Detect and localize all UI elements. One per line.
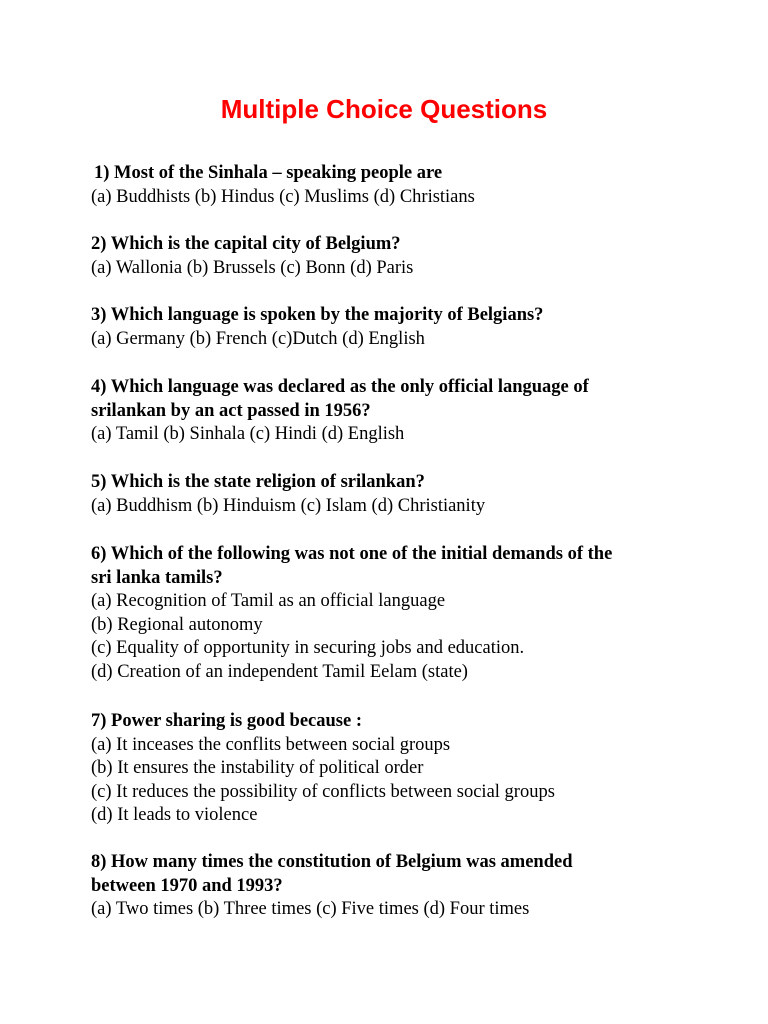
question-5 (91, 471, 691, 518)
question-text-line: srilankan by an act passed in 1956? (91, 400, 371, 421)
question-text-line: sri lanka tamils? (91, 567, 223, 588)
page-title: Multiple Choice Questions (220, 94, 548, 124)
question-option: (d) It leads to violence (91, 805, 258, 826)
question-option: (b) Regional autonomy (91, 614, 263, 635)
question-option: (c) It reduces the possibility of conflicts between social groups (91, 781, 555, 802)
question-3 (91, 304, 691, 351)
question-4 (91, 376, 691, 447)
question-option: (a) Wallonia (b) Brussels (c) Bonn (d) Paris (91, 257, 414, 278)
question-text: 7) Power sharing is good because : (91, 711, 362, 731)
question-text: 5) Which is the state religion of srilankan? (91, 472, 425, 492)
question-7 (91, 710, 691, 828)
question-text-line: 8) How many times the constitution of Belgium was amended (91, 852, 573, 872)
question-text-line: 6) Which of the following was not one of the initial demands of the (91, 544, 613, 564)
question-option: (a) Recognition of Tamil as an official language (91, 591, 446, 612)
question-option: (a) Two times (b) Three times (c) Five times (d) Four times (91, 899, 530, 920)
question-text-line: between 1970 and 1993? (91, 875, 283, 896)
question-option: (d) Creation of an independent Tamil Eelam (state) (91, 661, 468, 682)
question-1 (91, 162, 691, 209)
question-text-line: 4) Which language was declared as the only official language of (91, 377, 589, 397)
question-text: 1) Most of the Sinhala – speaking people are (94, 163, 443, 183)
question-option: (a) Buddhism (b) Hinduism (c) Islam (d) Christianity (91, 495, 486, 516)
question-8 (91, 851, 691, 922)
question-2 (91, 233, 691, 280)
question-option: (a) Germany (b) French (c)Dutch (d) English (91, 328, 425, 349)
question-option: (c) Equality of opportunity in securing jobs and education. (91, 638, 525, 659)
question-6 (91, 543, 691, 685)
question-option: (a) Buddhists (b) Hindus (c) Muslims (d) Christians (91, 186, 475, 207)
question-text: 2) Which is the capital city of Belgium? (91, 234, 401, 254)
question-option: (b) It ensures the instability of political order (91, 758, 424, 779)
question-text: 3) Which language is spoken by the majority of Belgians? (91, 305, 544, 325)
question-option: (a) Tamil (b) Sinhala (c) Hindi (d) English (91, 424, 405, 445)
question-option: (a) It inceases the conflits between social groups (91, 734, 451, 755)
